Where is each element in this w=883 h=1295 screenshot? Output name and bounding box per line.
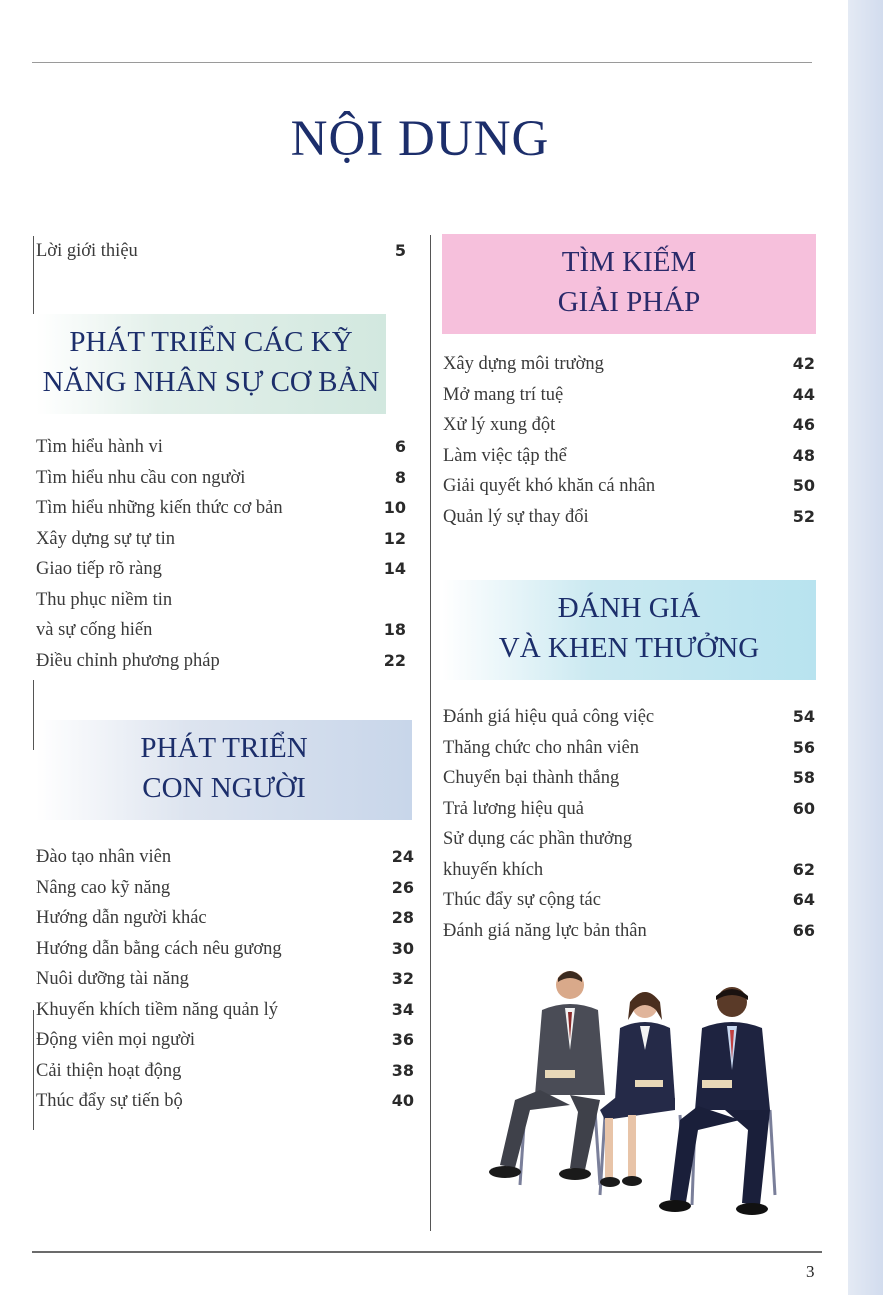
toc-entry-label: Mở mang trí tuệ <box>443 384 564 405</box>
toc-entry-label: Đánh giá hiệu quả công việc <box>443 707 655 727</box>
toc-entry[interactable] <box>443 763 815 794</box>
toc-entry[interactable] <box>36 842 414 873</box>
section-heading-line: PHÁT TRIỂN CÁC KỸ <box>69 326 353 358</box>
toc-entry[interactable] <box>443 502 815 533</box>
toc-entry-page: 36 <box>391 1030 414 1049</box>
toc-entry[interactable] <box>443 380 815 411</box>
toc-entry[interactable] <box>36 585 406 646</box>
section-heading-line: VÀ KHEN THƯỞNG <box>498 632 760 664</box>
section-heading-line: TÌM KIẾM <box>561 246 697 278</box>
toc-entry[interactable] <box>36 873 414 904</box>
toc-entry-page: 38 <box>391 1060 414 1080</box>
top-rule <box>32 62 812 63</box>
toc-entry-label: Chuyển bại thành thắng <box>443 768 620 788</box>
section-heading-people <box>36 720 412 820</box>
toc-entry-page: 46 <box>792 415 815 434</box>
toc-entry-label-continued: khuyến khích <box>443 859 544 880</box>
toc-entry[interactable] <box>36 903 414 934</box>
toc-entry[interactable] <box>443 824 815 885</box>
intro-list <box>36 236 406 267</box>
section-heading-solutions <box>442 234 816 334</box>
toc-entry[interactable] <box>36 646 406 677</box>
toc-entry[interactable] <box>443 410 815 441</box>
toc-entry[interactable] <box>36 554 406 585</box>
page-edge <box>848 0 883 1295</box>
toc-entry-page: 6 <box>394 437 406 456</box>
toc-entry[interactable] <box>36 236 406 267</box>
page-number: 3 <box>806 1262 815 1281</box>
toc-entry-label: Tìm hiểu những kiến thức cơ bản <box>36 498 283 518</box>
toc-entry-label: Thúc đẩy sự cộng tác <box>443 890 601 910</box>
toc-entry-label-continued: và sự cống hiến <box>36 620 153 640</box>
toc-entry-label: Hướng dẫn người khác <box>36 908 207 928</box>
person-figure-right <box>659 987 770 1215</box>
toc-entry-page: 24 <box>391 847 414 866</box>
section-list-solutions <box>443 349 815 532</box>
toc-entry-label: Xây dựng môi trường <box>443 354 604 374</box>
toc-entry-label: Tìm hiểu nhu cầu con người <box>36 467 246 488</box>
toc-entry[interactable] <box>36 524 406 555</box>
toc-entry-page: 50 <box>792 476 815 495</box>
toc-entry-label: Trả lương hiệu quả <box>443 798 584 819</box>
section-heading-evaluation <box>442 580 816 680</box>
person-figure-middle <box>600 992 675 1187</box>
toc-entry-label: Xử lý xung đột <box>443 415 556 435</box>
toc-entry-label: Giải quyết khó khăn cá nhân <box>443 476 656 496</box>
left-margin-marker <box>33 1010 34 1130</box>
toc-entry[interactable] <box>36 1086 414 1117</box>
toc-entry-label: Đánh giá năng lực bản thân <box>443 920 647 941</box>
toc-entry-label: Quản lý sự thay đổi <box>443 506 589 527</box>
toc-entry-label: Điều chỉnh phương pháp <box>36 650 220 671</box>
toc-entry[interactable] <box>443 441 815 472</box>
seated-people-illustration <box>470 960 800 1230</box>
toc-entry[interactable] <box>36 432 406 463</box>
toc-entry-page: 66 <box>792 920 815 940</box>
toc-entry-page: 48 <box>792 445 815 465</box>
toc-entry-page: 56 <box>792 737 815 757</box>
toc-entry-page: 52 <box>792 506 815 526</box>
toc-entry-label: Đào tạo nhân viên <box>36 847 172 867</box>
toc-entry-page: 8 <box>394 467 406 487</box>
toc-entry[interactable] <box>443 702 815 733</box>
toc-entry-page: 40 <box>391 1091 414 1110</box>
toc-entry-label: Thăng chức cho nhân viên <box>443 737 639 758</box>
toc-entry-page: 62 <box>792 859 815 879</box>
section-list-basic-skills <box>36 432 406 676</box>
toc-entry-page: 34 <box>391 999 414 1019</box>
toc-entry-label: Cải thiện hoạt động <box>36 1060 182 1081</box>
toc-entry-page: 30 <box>391 938 414 958</box>
toc-entry-page: 28 <box>391 908 414 927</box>
toc-entry-label: Nâng cao kỹ năng <box>36 877 171 898</box>
section-heading-line: NĂNG NHÂN SỰ CƠ BẢN <box>42 366 380 398</box>
toc-entry-label: Sử dụng các phần thưởng <box>443 829 633 849</box>
toc-entry-page: 44 <box>792 384 815 404</box>
toc-entry-page: 12 <box>383 528 406 548</box>
person-figure-left <box>489 971 605 1180</box>
toc-entry-label: Nuôi dưỡng tài năng <box>36 969 189 989</box>
toc-entry[interactable] <box>443 794 815 825</box>
page-title: NỘI DUNG <box>290 111 550 167</box>
toc-entry-label: Làm việc tập thể <box>443 445 567 466</box>
toc-entry-page: 64 <box>792 890 815 909</box>
toc-entry-label: Xây dựng sự tự tin <box>36 528 176 549</box>
toc-entry-label: Thúc đẩy sự tiến bộ <box>36 1091 183 1111</box>
toc-entry[interactable] <box>443 916 815 947</box>
toc-entry-label: Tìm hiểu hành vi <box>36 437 163 457</box>
bottom-rule <box>32 1251 822 1253</box>
toc-entry-label: Thu phục niềm tin <box>36 589 173 610</box>
left-margin-marker <box>33 680 34 750</box>
toc-entry-label: Lời giới thiệu <box>36 241 138 261</box>
toc-entry-page: 54 <box>792 707 815 726</box>
toc-entry[interactable] <box>443 471 815 502</box>
toc-entry-page: 22 <box>383 650 406 670</box>
toc-entry-label: Hướng dẫn bằng cách nêu gương <box>36 938 282 959</box>
left-margin-marker <box>33 236 34 314</box>
section-heading-line: GIẢI PHÁP <box>557 286 701 318</box>
toc-entry-label: Khuyến khích tiềm năng quản lý <box>36 999 278 1020</box>
toc-entry-page: 10 <box>383 498 406 517</box>
toc-entry-label: Giao tiếp rõ ràng <box>36 559 162 579</box>
toc-entry-page: 26 <box>391 877 414 897</box>
toc-entry[interactable] <box>36 1056 414 1087</box>
toc-entry-label: Động viên mọi người <box>36 1030 196 1050</box>
toc-entry[interactable] <box>443 733 815 764</box>
section-heading-line: CON NGƯỜI <box>142 772 306 804</box>
toc-entry[interactable] <box>36 1025 414 1056</box>
toc-entry[interactable] <box>36 463 406 494</box>
toc-entry-page: 42 <box>792 354 815 373</box>
section-heading-basic-skills <box>36 314 386 414</box>
toc-entry-page: 60 <box>792 798 815 818</box>
toc-entry[interactable] <box>36 964 414 995</box>
toc-entry[interactable] <box>443 885 815 916</box>
column-divider <box>430 235 431 1231</box>
section-heading-line: PHÁT TRIỂN <box>140 732 308 764</box>
toc-entry-page: 5 <box>394 241 406 260</box>
toc-entry-page: 58 <box>792 768 815 787</box>
toc-entry-page: 32 <box>391 969 414 988</box>
toc-entry[interactable] <box>443 349 815 380</box>
section-list-people <box>36 842 414 1117</box>
section-heading-line: ĐÁNH GIÁ <box>557 592 701 624</box>
toc-entry[interactable] <box>36 493 406 524</box>
toc-entry-page: 14 <box>383 559 406 578</box>
toc-entry[interactable] <box>36 995 414 1026</box>
toc-entry[interactable] <box>36 934 414 965</box>
section-list-evaluation <box>443 702 815 946</box>
toc-entry-page: 18 <box>383 620 406 639</box>
